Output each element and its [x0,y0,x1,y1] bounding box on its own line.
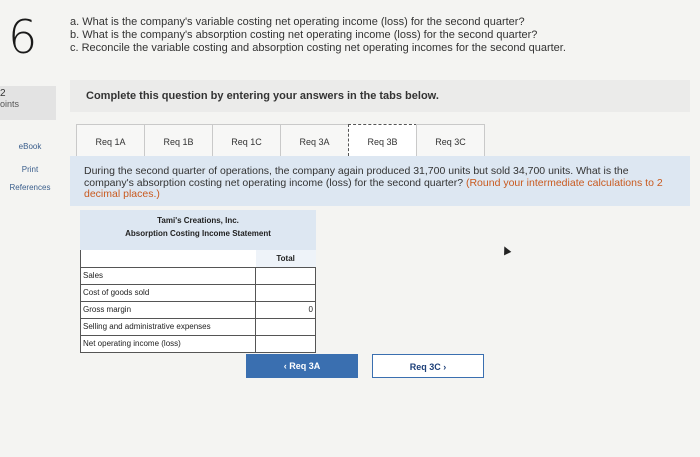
income-statement [80,210,316,353]
prompt-hint: (Round your intermediate calculations to 2 decimal places.) [84,176,663,200]
column-header-total: Total [256,250,316,267]
tab-req-3a[interactable]: Req 3A [280,124,349,156]
question-a: a. What is the company's variable costing net operating income (loss) for the second quarter? [70,16,525,28]
question-list [70,16,690,55]
prompt-text: During the second quarter of operations, the company again produced 31,700 units but sold 34,700 units. What is the company's absorption costing net operating income (loss) for the second quarter? [84,165,629,189]
statement-title: Absorption Costing Income Statement [125,229,271,238]
chevron-left-icon: ‹ [283,361,287,371]
points-indicator [0,86,56,120]
table-row [81,301,316,318]
points-label: oints [0,99,20,109]
question-b: b. What is the company's absorption costing net operating income (loss) for the second quarter? [70,29,538,41]
prev-req-label: Req 3A [289,361,321,371]
statement-table [80,250,316,353]
tab-req-1b[interactable]: Req 1B [144,124,213,156]
input-selling-admin[interactable] [256,318,316,335]
print-link[interactable]: Print [21,165,39,174]
points-value: 2 [0,88,6,99]
table-row [81,284,316,301]
question-c: c. Reconcile the variable costing and absorption costing net operating incomes for the second quarter. [70,42,566,54]
value-net-income [256,335,316,352]
table-row [81,267,316,284]
next-req-label: Req 3C [409,362,441,372]
table-header-row [81,250,316,267]
prompt-box [70,156,690,206]
row-label-selling-admin[interactable]: Selling and administrative expenses [81,318,256,335]
tab-bar [76,124,484,156]
ebook-link[interactable]: eBook [18,142,42,151]
value-gross-margin: 0 [256,301,316,318]
tab-req-3b[interactable]: Req 3B [348,124,417,156]
tab-req-3c[interactable]: Req 3C [416,124,485,156]
prev-req-button[interactable] [246,354,358,378]
question-number: 6 [8,10,38,64]
row-label-net-income[interactable]: Net operating income (loss) [81,335,256,352]
input-sales[interactable] [256,267,316,284]
tab-req-1c[interactable]: Req 1C [212,124,281,156]
instruction-bar [70,80,690,112]
row-label-gross-margin[interactable]: Gross margin [81,301,256,318]
tab-req-1a[interactable]: Req 1A [76,124,145,156]
table-row [81,335,316,352]
table-row [81,318,316,335]
next-req-button[interactable] [372,354,484,378]
row-label-sales[interactable]: Sales [81,267,256,284]
row-label-cogs[interactable]: Cost of goods sold [81,284,256,301]
references-link[interactable]: References [9,183,51,192]
instruction-text: Complete this question by entering your answers in the tabs below. [86,90,439,102]
company-name: Tami's Creations, Inc. [157,216,239,225]
statement-header [80,210,316,250]
chevron-right-icon: › [443,362,447,372]
input-cogs[interactable] [256,284,316,301]
mouse-cursor-icon [501,245,512,256]
